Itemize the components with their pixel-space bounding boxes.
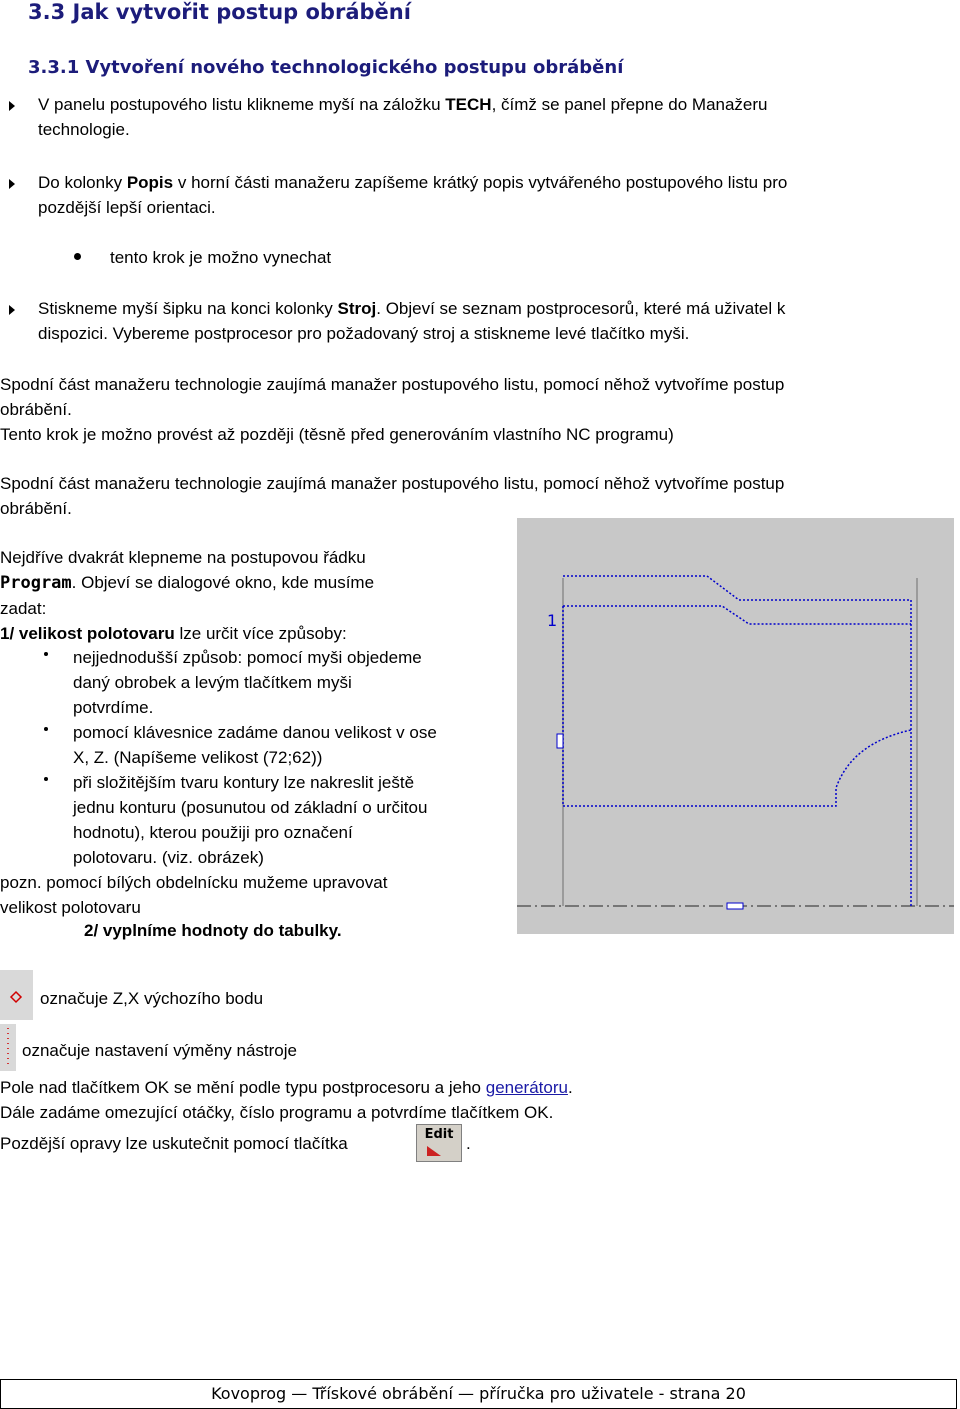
table-step-heading: 2/ vyplníme hodnoty do tabulky.	[84, 921, 342, 940]
para-1-line-2: obrábění.	[0, 400, 72, 419]
step-3-part-a: Stiskneme myší šipku na konci kolonky	[38, 299, 338, 318]
left-line-4: lze určit více způsoby:	[174, 624, 347, 643]
triangle-bullet-icon	[8, 178, 20, 192]
step-2-part-a: Do kolonky	[38, 173, 127, 192]
stock-contour-figure	[517, 518, 954, 934]
para-3-line-2: Dále zadáme omezující otáčky, číslo programu a potvrdíme tlačítkem OK.	[0, 1103, 554, 1122]
method-2-line-1: pomocí klávesnice zadáme danou velikost v ose	[73, 723, 437, 742]
method-1-line-2: daný obrobek a levým tlačítkem myši	[73, 673, 352, 692]
method-2-line-2: X, Z. (Napíšeme velikost (72;62))	[73, 748, 323, 767]
method-3	[73, 770, 513, 870]
resize-handle-left	[557, 734, 563, 748]
step-3-keyword: Stroj	[337, 299, 377, 318]
start-point-button[interactable]	[0, 970, 33, 1020]
step-3-line-2: dispozici. Vybereme postprocesor pro požadovaný stroj a stiskneme levé tlačítko myši.	[38, 324, 690, 343]
start-point-icon	[11, 992, 21, 1002]
step-2-line-2: pozdější lepší orientaci.	[38, 198, 216, 217]
step-1-line-2: technologie.	[38, 120, 130, 139]
method-3-line-1: při složitějším tvaru kontury lze nakreslit ještě	[73, 773, 415, 792]
para-2-line-1: Spodní část manažeru technologie zaujímá manažer postupového listu, pomocí něhož vytvoříme postup	[0, 474, 785, 493]
section-title: 3.3.1 Vytvoření nového technologického postupu obrábění	[28, 57, 624, 78]
edit-arrow-icon	[427, 1146, 441, 1156]
stock-size-heading: 1/ velikost polotovaru	[0, 624, 175, 643]
para-1-line-1: Spodní část manažeru technologie zaujímá manažer postupového listu, pomocí něhož vytvoříme postup	[0, 375, 785, 394]
later-edits-text: Pozdější opravy lze uskutečnit pomocí tlačítka	[0, 1134, 348, 1153]
para-1-line-3: Tento krok je možno provést až později (těsně před generováním vlastního NC programu)	[0, 425, 674, 444]
step-2-part-c: v horní části manažeru zapíšeme krátký popis vytvářeného postupového listu pro	[173, 173, 788, 192]
edit-button[interactable]	[416, 1124, 462, 1162]
step-2-text	[38, 170, 943, 220]
note	[0, 870, 510, 920]
contour-drawing	[517, 518, 954, 934]
workpiece-contour	[563, 606, 911, 806]
stock-size-instructions	[0, 545, 510, 646]
tool-change-button[interactable]	[0, 1024, 16, 1071]
method-3-line-3: hodnotu), kterou použiji pro označení	[73, 823, 353, 842]
later-edits-period: .	[466, 1134, 471, 1153]
step-1-text	[38, 92, 943, 142]
small-bullet-icon	[44, 727, 48, 731]
method-1	[73, 645, 513, 720]
method-3-line-4: polotovaru. (viz. obrázek)	[73, 848, 264, 867]
method-1-line-1: nejjednodušší způsob: pomocí myši objedeme	[73, 648, 422, 667]
step-3-text	[38, 296, 943, 346]
start-point-description: označuje Z,X výchozího bodu	[40, 989, 264, 1008]
method-3-line-2: jednu konturu (posunutou od základní o určitou	[73, 798, 428, 817]
left-line-2: . Objeví se dialogové okno, kde musíme	[71, 573, 375, 592]
left-line-3: zadat:	[0, 599, 47, 618]
paragraph-1	[0, 372, 955, 447]
resize-handle-bottom	[727, 903, 743, 909]
round-bullet-icon	[74, 253, 81, 260]
small-bullet-icon	[44, 652, 48, 656]
page-footer: Kovoprog — Třískové obrábění — příručka pro uživatele - strana 20	[0, 1379, 957, 1409]
note-line-1: pozn. pomocí bílých obdelnícku mužeme upravovat	[0, 873, 388, 892]
para-3-period: .	[567, 1078, 573, 1097]
step-1-keyword: TECH	[445, 95, 492, 114]
contour-number-label: 1	[547, 611, 558, 630]
generator-link[interactable]: generátoru	[485, 1078, 568, 1097]
triangle-bullet-icon	[8, 100, 20, 114]
method-2	[73, 720, 513, 770]
step-1-part-a: V panelu postupového listu klikneme myší na záložku	[38, 95, 446, 114]
paragraph-3	[0, 1075, 955, 1125]
small-bullet-icon	[44, 777, 48, 781]
triangle-bullet-icon	[8, 304, 20, 318]
left-line-1: Nejdříve dvakrát klepneme na postupovou řádku	[0, 548, 366, 567]
step-3-part-c: . Objeví se seznam postprocesorů, které má uživatel k	[376, 299, 786, 318]
para-2-line-2: obrábění.	[0, 499, 72, 518]
outer-contour	[563, 576, 911, 906]
edit-button-label: Edit	[424, 1127, 454, 1142]
step-2-keyword: Popis	[126, 173, 174, 192]
paragraph-2	[0, 471, 955, 521]
optional-step-note: tento krok je možno vynechat	[110, 248, 332, 267]
step-1-part-c: , čímž se panel přepne do Manažeru	[491, 95, 768, 114]
tool-change-description: označuje nastavení výměny nástroje	[22, 1041, 297, 1060]
method-1-line-3: potvrdíme.	[73, 698, 154, 717]
page-title: 3.3 Jak vytvořit postup obrábění	[28, 0, 411, 24]
note-line-2: velikost polotovaru	[0, 898, 141, 917]
program-keyword: Program	[0, 573, 72, 593]
para-3-line-1: Pole nad tlačítkem OK se mění podle typu postprocesoru a jeho	[0, 1078, 486, 1097]
inner-contour-top	[563, 606, 911, 624]
